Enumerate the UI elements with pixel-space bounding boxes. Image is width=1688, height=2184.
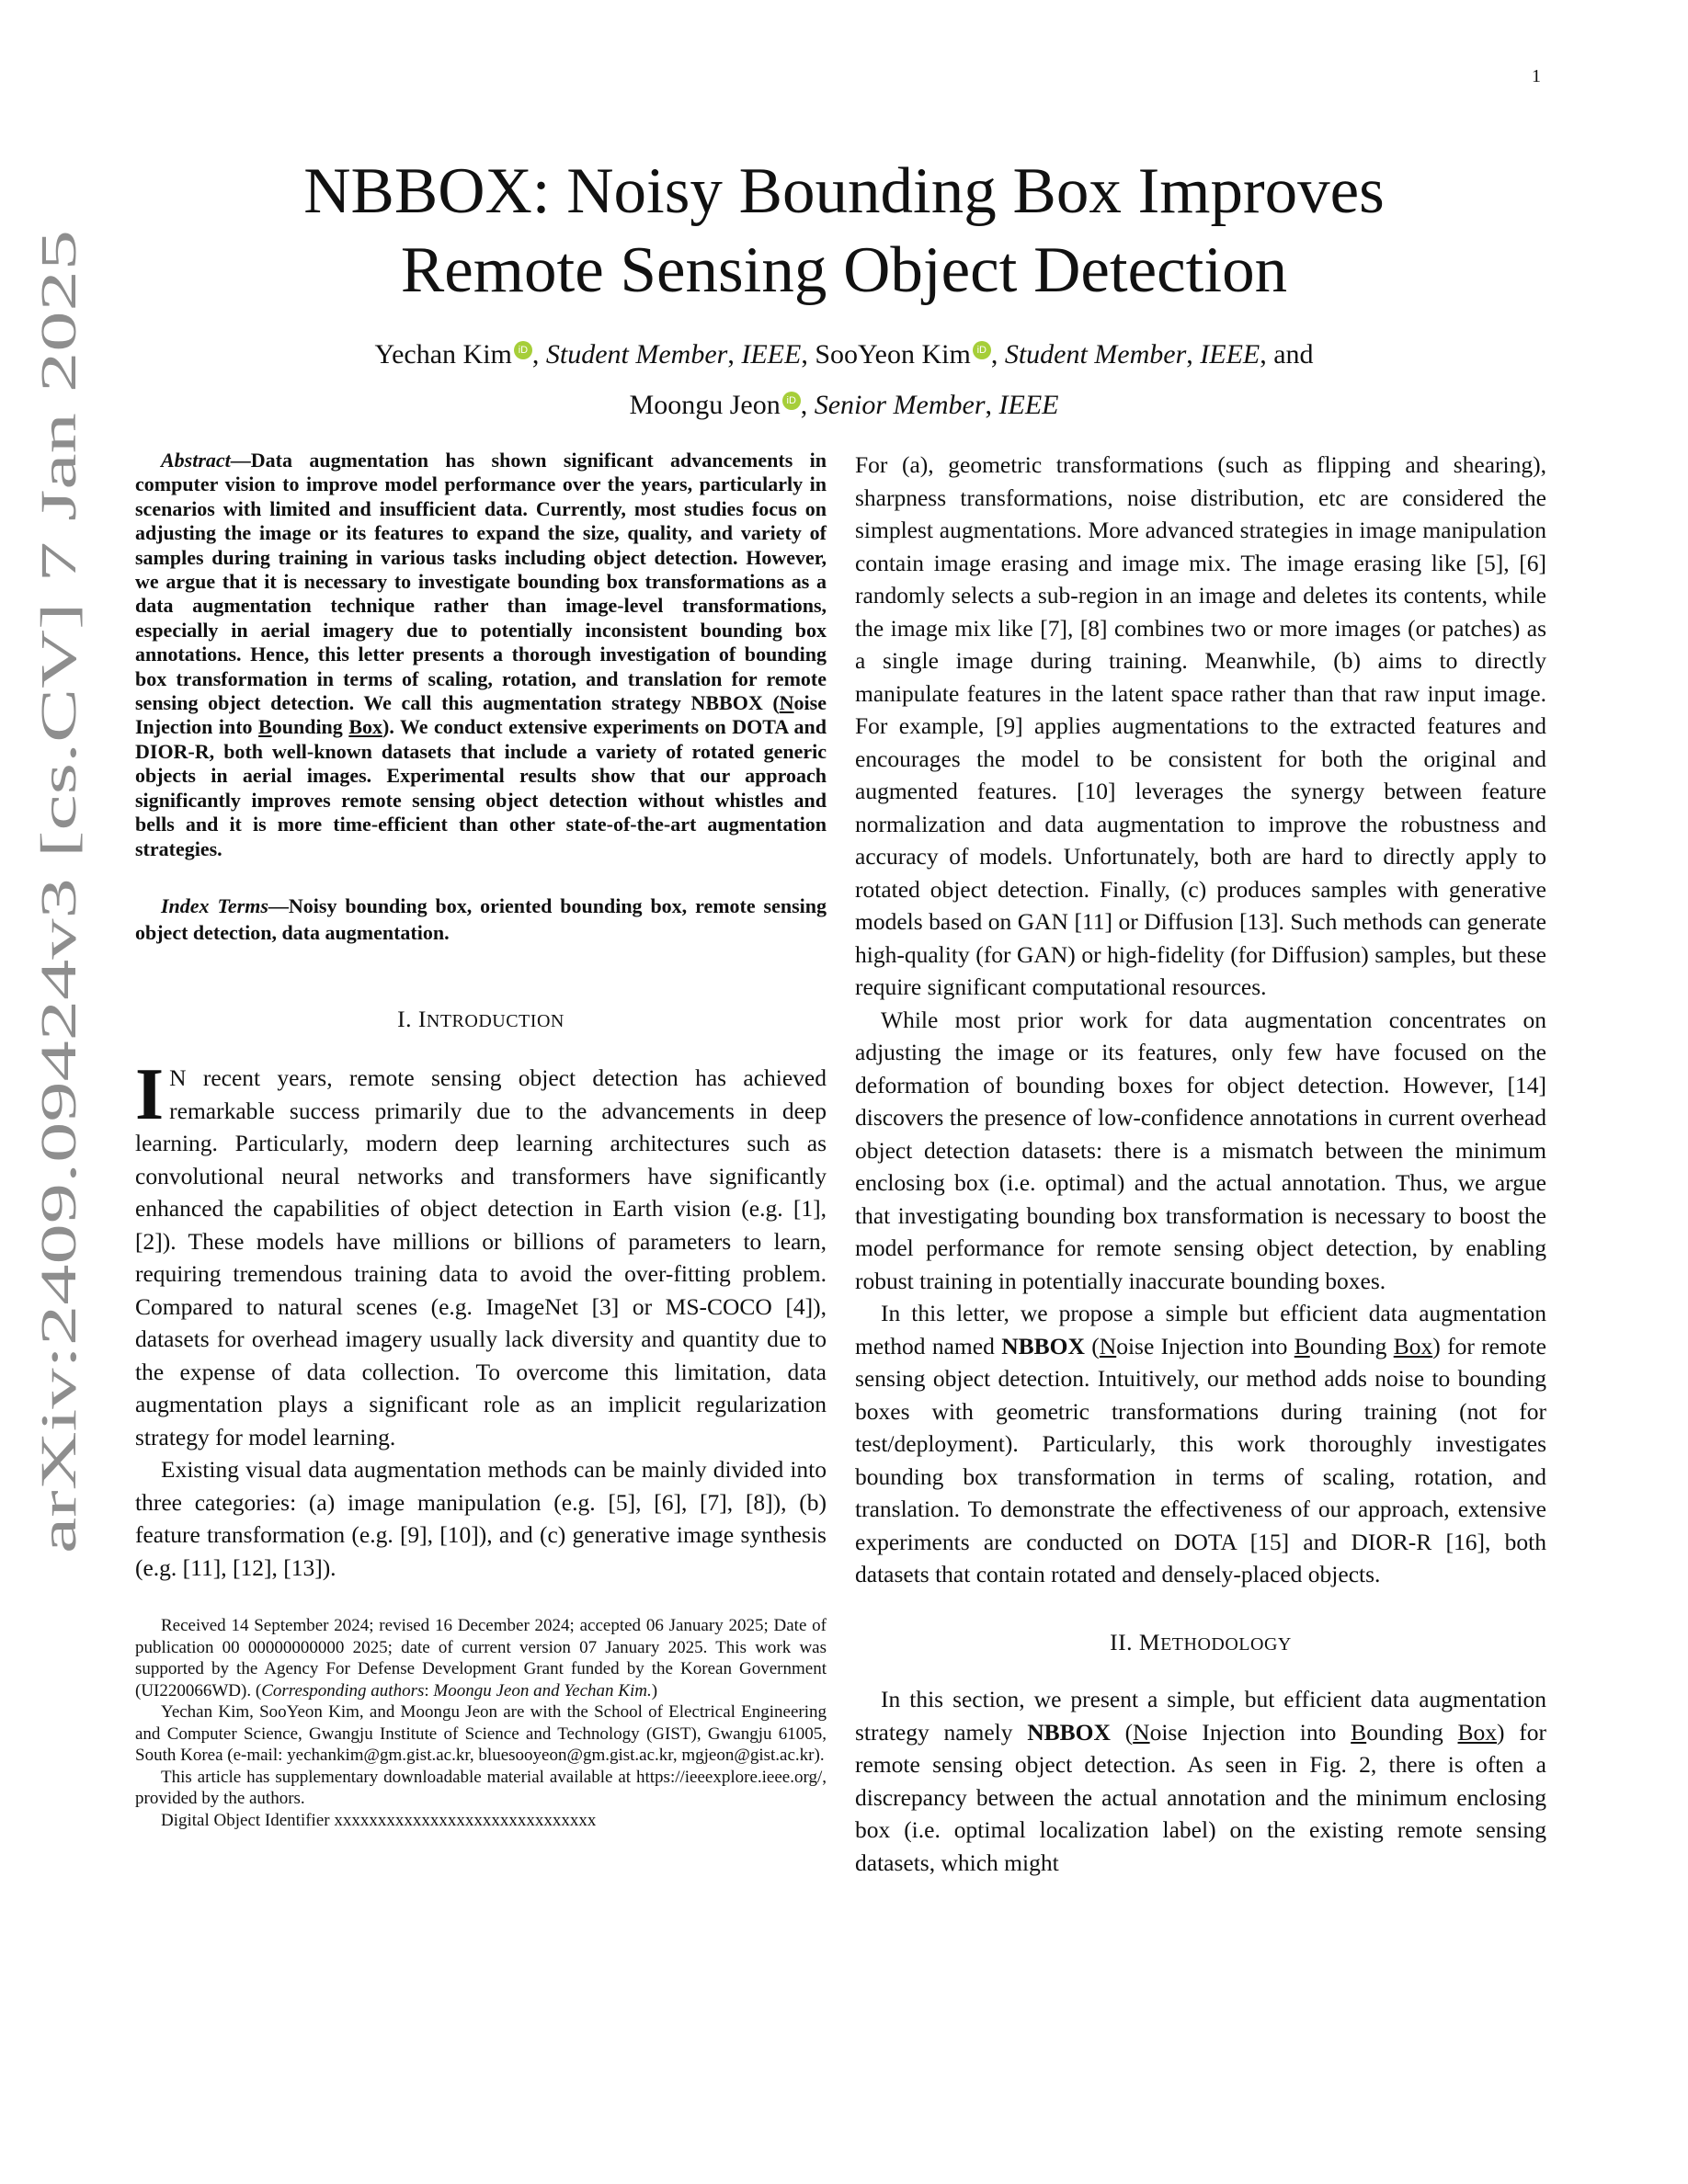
footnote-text: : <box>424 1680 434 1701</box>
acronym-box: Box <box>1393 1332 1433 1359</box>
section-numeral: I. I <box>397 1005 427 1032</box>
footnote-affiliation: Yechan Kim, SooYeon Kim, and Moongu Jeon are with the School of Electrical Engineering and Computer Science, Gwangju Institute of Science and Technology (GIST), Gwangju 61005, South Korea (e-mail: yechankim@gm.gist.ac.kr, bluesooyeon@gm.gist.ac.kr, mgjeon@gist.ac.kr). <box>135 1702 827 1766</box>
abstract-text-part: ounding <box>271 715 349 739</box>
footnote-text: ) <box>651 1680 658 1701</box>
right-paragraph-3 <box>855 1297 1546 1591</box>
text-part: In this section, we present a simple, but efficient data augmentation strategy namely <box>855 1686 1546 1746</box>
intro-paragraph-1 <box>135 1054 827 1453</box>
title-line-1: NBBOX: Noisy Bounding Box Improves <box>303 155 1385 227</box>
footnote-received <box>135 1615 827 1701</box>
right-column <box>855 449 1546 1879</box>
text-part: ounding <box>1366 1718 1458 1746</box>
text-part: ( <box>1084 1332 1100 1359</box>
footnote-italic: Corresponding authors <box>261 1680 425 1701</box>
drop-cap: I <box>135 1054 165 1136</box>
title-line-2: Remote Sensing Object Detection <box>400 234 1288 306</box>
author-line-2: Moongu Jeon iD , Senior Member, IEEE <box>629 390 1059 420</box>
section-heading-methodology <box>855 1626 1546 1662</box>
acronym-n: N <box>1133 1718 1150 1746</box>
arxiv-id-text: arXiv:2409.09424v3 [cs.CV] 7 Jan 2025 <box>30 730 86 1553</box>
author-role: Senior Member <box>814 390 986 420</box>
right-paragraph-1: For (a), geometric transformations (such as flipping and shearing), sharpness transformations, noise distribution, etc are considered the simplest augmentations. More advanced strategies in image manipulation contain image erasing and image mix. The image erasing like [5], [6] randomly selects a sub-region in an image and deletes its contents, while the image mix like [7], [8] combines two or more images (or patches) as a single image during training. Meanwhile, (b) aims to directly manipulate features in the latent space rather than that raw input image. For example, [9] applies augmentations to the extracted features and encourages the model to be consistent for both the original and augmented features. [10] leverages the synergy between feature normalization and data augmentation to improve the robustness and accuracy of models. Unfortunately, both are hard to directly apply to rotated object detection. Finally, (c) produces samples with generative models based on GAN [11] or Diffusion [13]. Such methods can generate high-quality (for GAN) or high-fidelity (for Diffusion) samples, but these require significant computational resources. <box>855 451 1546 1000</box>
acronym-n: N <box>1099 1332 1117 1359</box>
method-name: NBBOX <box>1027 1718 1111 1746</box>
footnote-supplementary: This article has supplementary downloadable material available at https://ieeexplore.ieee.org/, provided by the authors. <box>135 1767 827 1809</box>
index-terms <box>135 893 827 946</box>
acronym-b: B <box>1294 1332 1310 1359</box>
abstract <box>135 449 827 861</box>
footnote-doi: Digital Object Identifier xxxxxxxxxxxxxxxxxxxxxxxxxxxxxx <box>161 1810 597 1830</box>
abstract-text-end: ). We conduct extensive experiments on DOTA and DIOR-R, both well-known datasets that include a variety of rotated generic objects in aerial images. Experimental results show that our approach significantly improves remote sensing object detection without whistles and bells and it is more time-efficient than other state-of-the-art augmentation strategies. <box>135 715 827 860</box>
section-heading-introduction <box>135 1003 827 1039</box>
section-title-rest: ETHODOLOGY <box>1160 1633 1292 1655</box>
author-name: SooYeon Kim <box>815 339 971 370</box>
author-list <box>147 329 1541 430</box>
orcid-icon[interactable]: iD <box>514 341 532 359</box>
arxiv-sidebar-identifier <box>18 211 101 1553</box>
orcid-icon[interactable]: iD <box>782 392 801 410</box>
author-org: IEEE <box>1200 339 1260 370</box>
intro-paragraph-1-text: N recent years, remote sensing object detection has achieved remarkable success primarily due to the advancements in deep learning. Particularly, modern deep learning architectures such as convolutional neural networks and transformers have significantly enhanced the capabilities of object detection in Earth vision (e.g. [1], [2]). These models have millions or billions of parameters to learn, requiring tremendous training data to avoid the over-fitting problem. Compared to natural scenes (e.g. ImageNet [3] or MS-COCO [4]), datasets for overhead imagery usually lack diversity and quantity due to the expense of data collection. To overcome this limitation, data augmentation plays a significant role as an implicit regularization strategy for model learning. <box>135 1064 827 1450</box>
left-column <box>135 449 827 1831</box>
text-part: ) for remote sensing object detection. As seen in Fig. 2, there is often a discrepancy between the actual annotation and the minimum enclosing box (i.e. optimal localization label) on the existing remote sensing datasets, which might <box>855 1718 1546 1876</box>
footnote-italic: Moongu Jeon and Yechan Kim. <box>433 1680 652 1701</box>
author-name: Moongu Jeon <box>629 390 781 420</box>
index-terms-label: Index Terms <box>161 893 268 917</box>
abstract-acronym-n: N <box>779 691 794 715</box>
method-name: NBBOX <box>1001 1332 1085 1359</box>
author-line-1: Yechan Kim iD , Student Member, IEEE, SooYeon Kim iD , Student Member, IEEE, and <box>374 339 1314 370</box>
abstract-acronym-box: Box <box>348 715 382 739</box>
section-numeral: II. M <box>1110 1628 1161 1655</box>
footnote <box>135 1615 827 1831</box>
acronym-box: Box <box>1457 1718 1498 1746</box>
author-role: Student Member <box>1004 339 1187 370</box>
author-role: Student Member <box>545 339 728 370</box>
author-org: IEEE <box>998 390 1059 420</box>
page-number: 1 <box>1532 66 1541 86</box>
text-part: ounding <box>1309 1332 1394 1359</box>
index-terms-text: —Noisy bounding box, oriented bounding box, remote sensing object detection, data augmentation. <box>135 893 827 944</box>
abstract-acronym-b: B <box>258 715 272 739</box>
right-paragraph-2: While most prior work for data augmentation concentrates on adjusting the image or its features, only few have focused on the deformation of bounding boxes for object detection. However, [14] discovers the presence of low-confidence annotations in current overhead object detection datasets: there is a mismatch between the minimum enclosing box (i.e. optimal) and the actual annotation. Thus, we argue that investigating bounding box transformation is necessary to boost the model performance for remote sensing object detection, by enabling robust training in potentially inaccurate bounding boxes. <box>855 1006 1546 1294</box>
abstract-text: —Data augmentation has shown significant advancements in computer vision to improve model performance over the years, particularly in scenarios with limited and insufficient data. Currently, most studies focus on adjusting the image or its features to expand the size, quality, and variety of samples during training in various tasks including object detection. However, we argue that it is necessary to investigate bounding box transformations as a data augmentation technique rather than image-level transformations, especially in aerial imagery due to potentially inconsistent bounding box annotations. Hence, this letter presents a thorough investigation of bounding box transformation in terms of scaling, rotation, and translation for remote sensing object detection. We call this augmentation strategy NBBOX ( <box>135 449 827 715</box>
section-title-rest: NTRODUCTION <box>426 1010 565 1031</box>
methodology-paragraph-1 <box>855 1683 1546 1879</box>
author-name: Yechan Kim <box>374 339 512 370</box>
author-conjunction: and <box>1273 339 1314 370</box>
text-part: oise Injection into <box>1116 1332 1295 1359</box>
author-org: IEEE <box>741 339 802 370</box>
text-part: ( <box>1110 1718 1134 1746</box>
abstract-text-part: oise Injection into <box>135 691 827 739</box>
intro-paragraph-2: Existing visual data augmentation methods can be mainly divided into three categories: (a) image manipulation (e.g. [5], [6], [7], [8]), (b) feature transformation (e.g. [9], [10]), and (c) generative image synthesis (e.g. [11], [12], [13]). <box>135 1456 827 1581</box>
footnote-text: Received 14 September 2024; revised 16 December 2024; accepted 06 January 2025; Date of publication 00 00000000000 2025; date of current version 07 January 2025. This work was supported by the Agency For Defense Development Grant funded by the Korean Government (UI220066WD). ( <box>135 1616 827 1701</box>
text-part: ) for remote sensing object detection. Intuitively, our method adds noise to bounding boxes with geometric transformations during training (not for test/deployment). Particularly, this work thoroughly investigates bounding box transformation in terms of scaling, rotation, and translation. To demonstrate the effectiveness of our approach, extensive experiments are conducted on DOTA [15] and DIOR-R [16], both datasets that contain rotated and densely-placed objects. <box>855 1332 1546 1587</box>
text-part: In this letter, we propose a simple but efficient data augmentation method named <box>855 1300 1546 1359</box>
acronym-b: B <box>1351 1718 1367 1746</box>
abstract-label: Abstract <box>161 449 231 472</box>
orcid-icon[interactable]: iD <box>973 341 991 359</box>
text-part: oise Injection into <box>1149 1718 1352 1746</box>
paper-title <box>147 152 1541 310</box>
